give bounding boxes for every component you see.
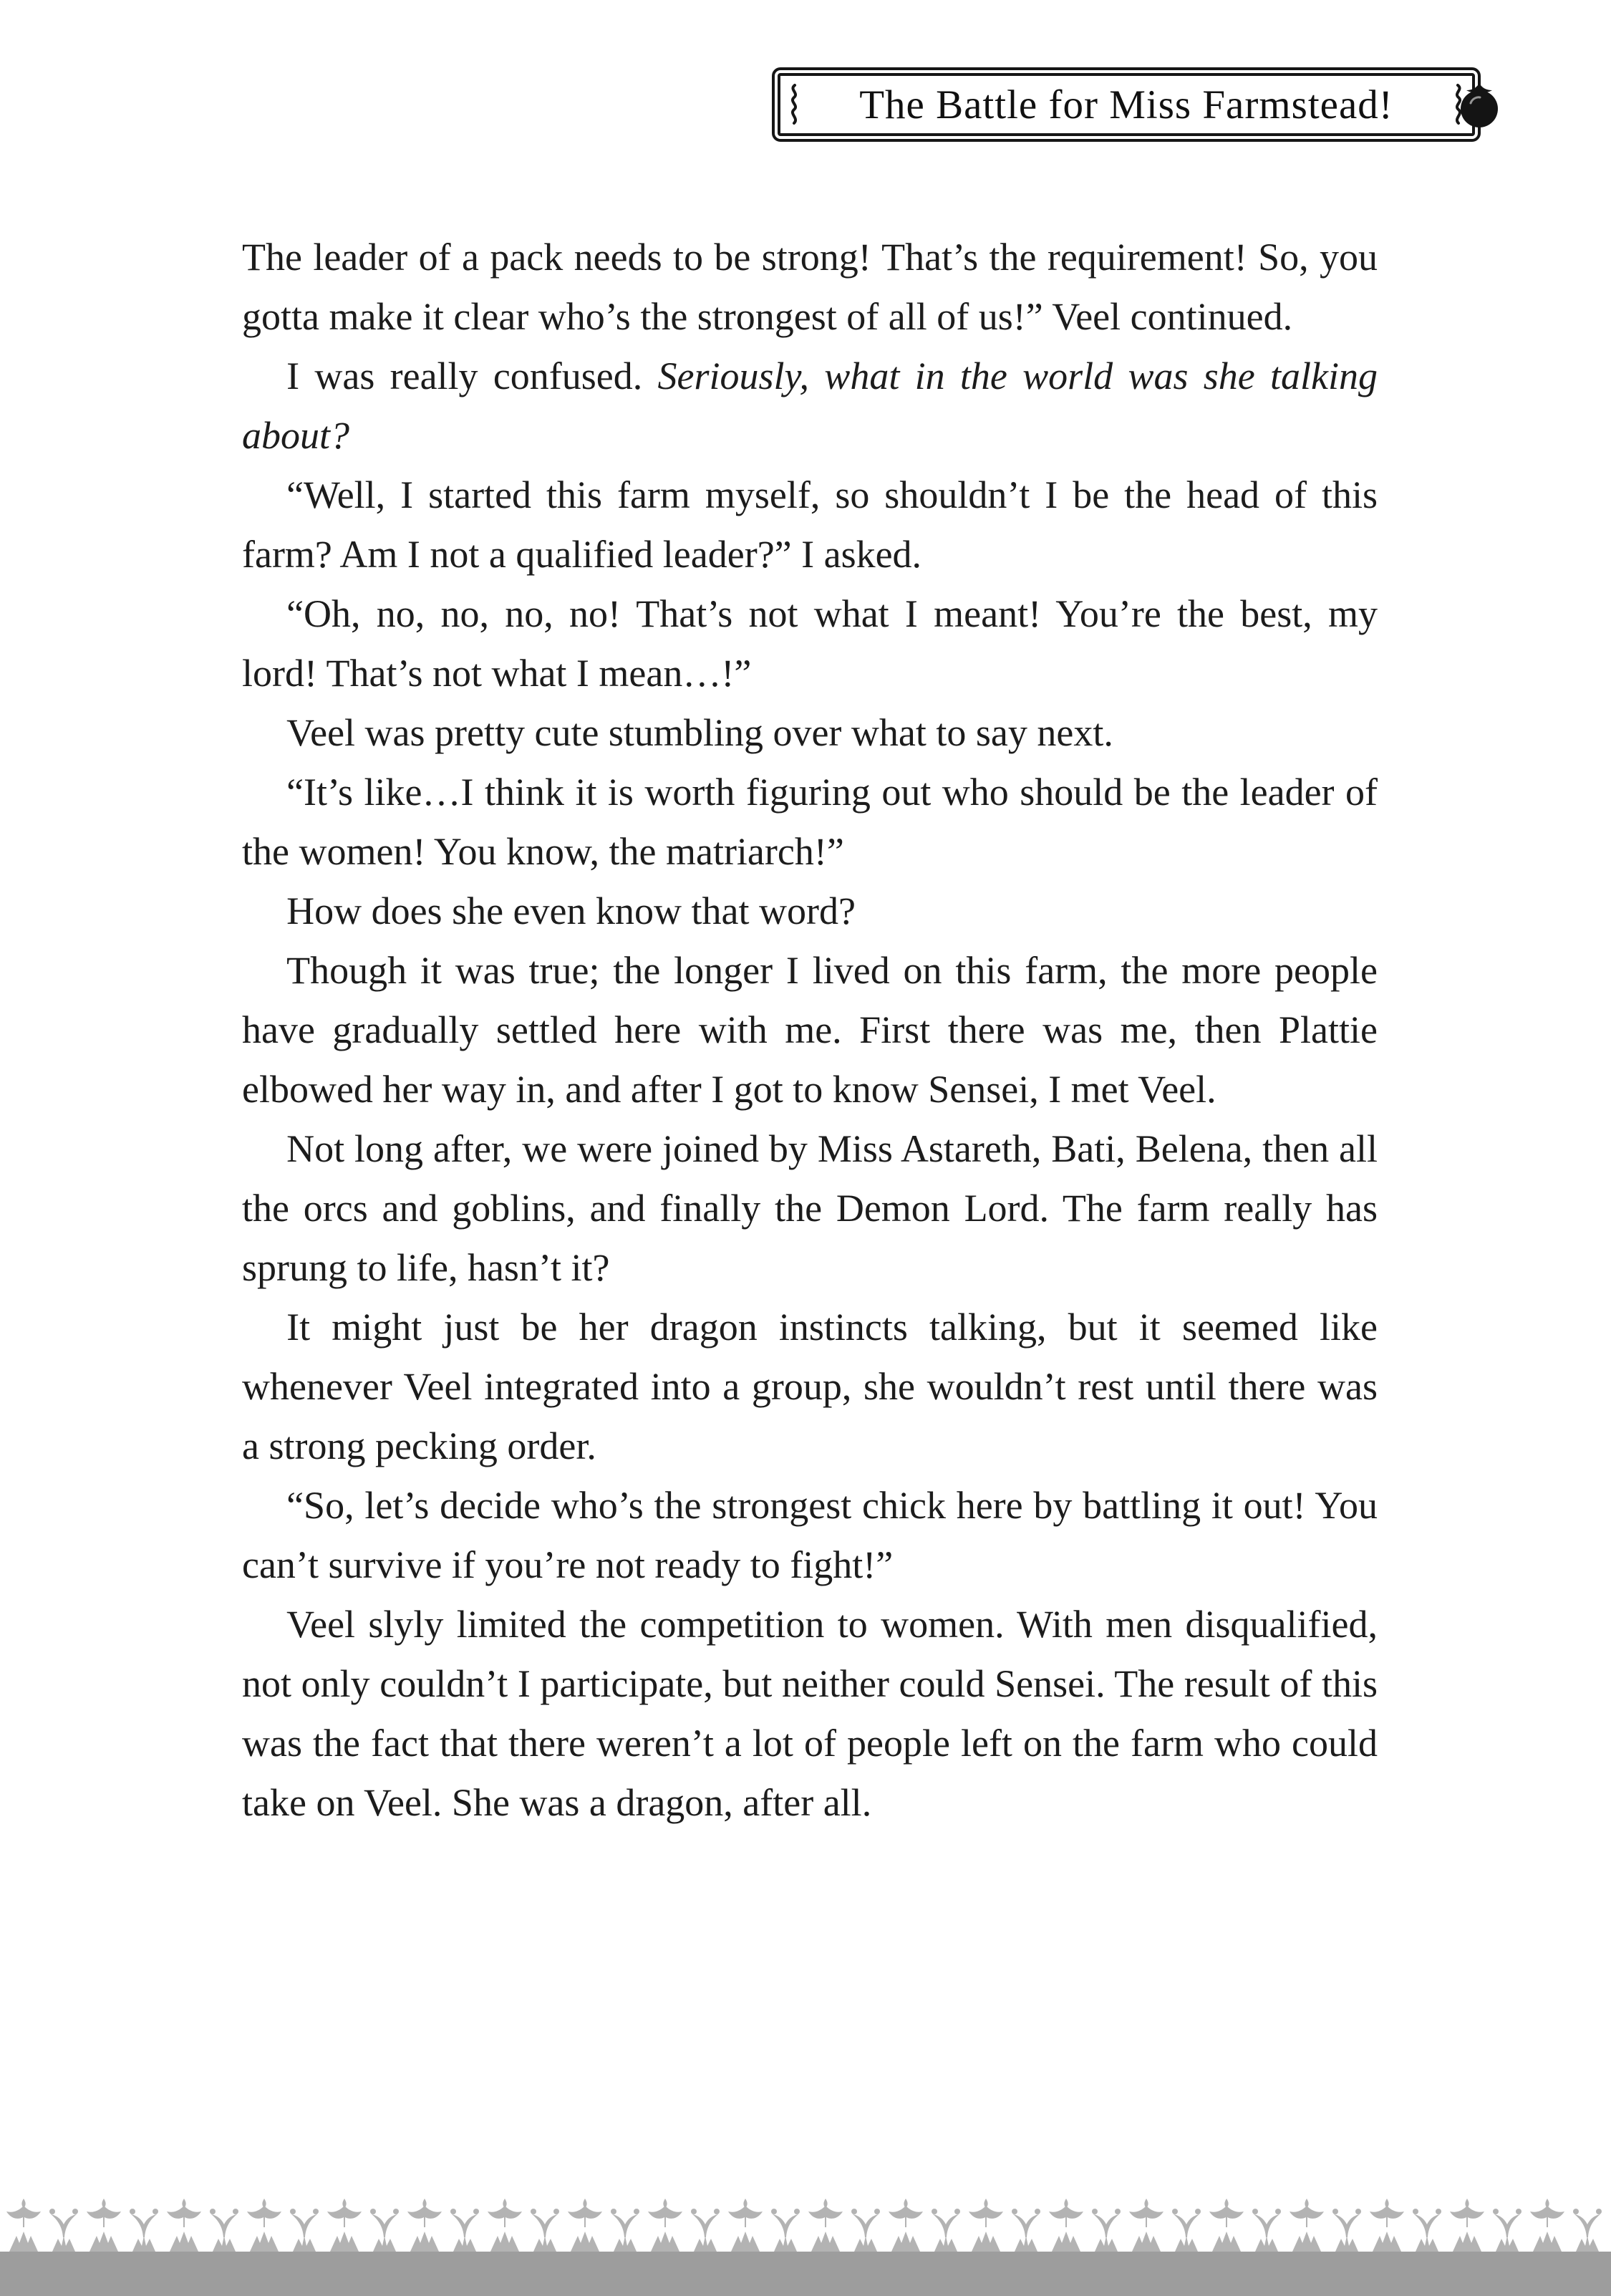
body-text	[242, 228, 1378, 1833]
grass-icon	[44, 2196, 84, 2252]
ornament-pair	[1447, 2196, 1527, 2252]
grass-icon	[204, 2196, 244, 2252]
grass-icon	[1567, 2196, 1607, 2252]
text-run: Though it was true; the longer I lived on this farm, the more people have gradually settled here with me. First there was me, then Plattie elbowed her way in, and after I got to know Sensei, I met Veel.	[242, 949, 1378, 1111]
flourish-icon	[786, 82, 802, 127]
sprout-icon	[1447, 2196, 1487, 2252]
ornament-pair	[164, 2196, 244, 2252]
text-run: Seriously, what in the world was she talking about?	[242, 354, 1378, 457]
ornament-pair	[725, 2196, 806, 2252]
sprout-icon	[966, 2196, 1006, 2252]
sprout-icon	[1046, 2196, 1086, 2252]
sprout-icon	[806, 2196, 846, 2252]
sprout-icon	[1527, 2196, 1567, 2252]
ornament-pair	[806, 2196, 886, 2252]
paragraph	[242, 466, 1378, 584]
text-run: Veel slyly limited the competition to women. With men disqualified, not only couldn’t I participate, but neither could Sensei. The result of this was the fact that there weren’t a lot of people left on the farm who could take on Veel. She was a dragon, after all.	[242, 1603, 1378, 1824]
sprout-icon	[324, 2196, 364, 2252]
paragraph	[242, 882, 1378, 941]
text-run: Not long after, we were joined by Miss Astareth, Bati, Belena, then all the orcs and goblins, and finally the Demon Lord. The farm really has sprung to life, hasn’t it?	[242, 1127, 1378, 1289]
paragraph	[242, 584, 1378, 703]
ornament-pair	[966, 2196, 1046, 2252]
sprout-icon	[886, 2196, 926, 2252]
sprout-icon	[565, 2196, 605, 2252]
grass-icon	[846, 2196, 886, 2252]
grass-icon	[1327, 2196, 1367, 2252]
ornament-pair	[1126, 2196, 1206, 2252]
paragraph	[242, 1119, 1378, 1298]
text-run: Veel was pretty cute stumbling over what to say next.	[286, 711, 1113, 754]
grass-icon	[926, 2196, 966, 2252]
ornament-pair	[405, 2196, 485, 2252]
ornament-pair	[565, 2196, 645, 2252]
ornament-pair	[1206, 2196, 1287, 2252]
sprout-icon	[84, 2196, 124, 2252]
sprout-icon	[244, 2196, 284, 2252]
grass-icon	[1487, 2196, 1527, 2252]
ornament-pair	[1367, 2196, 1447, 2252]
paragraph	[242, 703, 1378, 763]
sprout-icon	[405, 2196, 445, 2252]
grass-icon	[124, 2196, 164, 2252]
grass-icon	[284, 2196, 324, 2252]
text-run: “Oh, no, no, no, no! That’s not what I meant! You’re the best, my lord! That’s not what I mean…!”	[242, 592, 1378, 695]
grass-icon	[1407, 2196, 1447, 2252]
paragraph	[242, 1595, 1378, 1833]
sprout-icon	[1367, 2196, 1407, 2252]
text-run: How does she even know that word?	[286, 889, 856, 932]
grass-icon	[525, 2196, 565, 2252]
footer-bar	[0, 2252, 1611, 2296]
paragraph	[242, 941, 1378, 1119]
ornament-pair	[84, 2196, 164, 2252]
paragraph	[242, 228, 1378, 347]
grass-icon	[1166, 2196, 1206, 2252]
tomato-icon	[1456, 79, 1502, 130]
text-run: “It’s like…I think it is worth figuring out who should be the leader of the women! You know, the matriarch!”	[242, 771, 1378, 873]
sprout-icon	[645, 2196, 685, 2252]
page-title: The Battle for Miss Farmstead!	[859, 82, 1393, 127]
ornament-pair	[645, 2196, 725, 2252]
sprout-icon	[4, 2196, 44, 2252]
chapter-title-box	[772, 67, 1481, 142]
sprout-icon	[725, 2196, 765, 2252]
grass-icon	[1247, 2196, 1287, 2252]
sprout-icon	[164, 2196, 204, 2252]
grass-icon	[685, 2196, 725, 2252]
text-run: “So, let’s decide who’s the strongest chick here by battling it out! You can’t survive if you’re not ready to fight!”	[242, 1484, 1378, 1586]
paragraph	[242, 347, 1378, 466]
grass-icon	[445, 2196, 485, 2252]
grass-icon	[1086, 2196, 1126, 2252]
sprout-icon	[1126, 2196, 1166, 2252]
ornament-pair	[485, 2196, 565, 2252]
ornament-pair	[1046, 2196, 1126, 2252]
grass-icon	[364, 2196, 405, 2252]
grass-icon	[765, 2196, 806, 2252]
sprout-icon	[1206, 2196, 1247, 2252]
paragraph	[242, 1476, 1378, 1595]
text-run: I was really confused.	[286, 354, 658, 397]
sprout-icon	[485, 2196, 525, 2252]
ornament-pair	[4, 2196, 84, 2252]
paragraph	[242, 763, 1378, 882]
grass-icon	[605, 2196, 645, 2252]
grass-icon	[1006, 2196, 1046, 2252]
sprout-icon	[1287, 2196, 1327, 2252]
ornament-pair	[886, 2196, 966, 2252]
text-run: The leader of a pack needs to be strong! That’s the requirement! So, you gotta make it clear who’s the strongest of all of us!” Veel continued.	[242, 236, 1378, 338]
ornament-pair	[324, 2196, 405, 2252]
text-run: It might just be her dragon instincts talking, but it seemed like whenever Veel integrated into a group, she wouldn’t rest until there was a strong pecking order.	[242, 1306, 1378, 1467]
ornament-pair	[244, 2196, 324, 2252]
footer-ornament-row	[0, 2190, 1611, 2252]
text-run: “Well, I started this farm myself, so shouldn’t I be the head of this farm? Am I not a qualified leader?” I asked.	[242, 473, 1378, 576]
paragraph	[242, 1298, 1378, 1476]
ornament-pair	[1287, 2196, 1367, 2252]
ornament-pair	[1527, 2196, 1607, 2252]
